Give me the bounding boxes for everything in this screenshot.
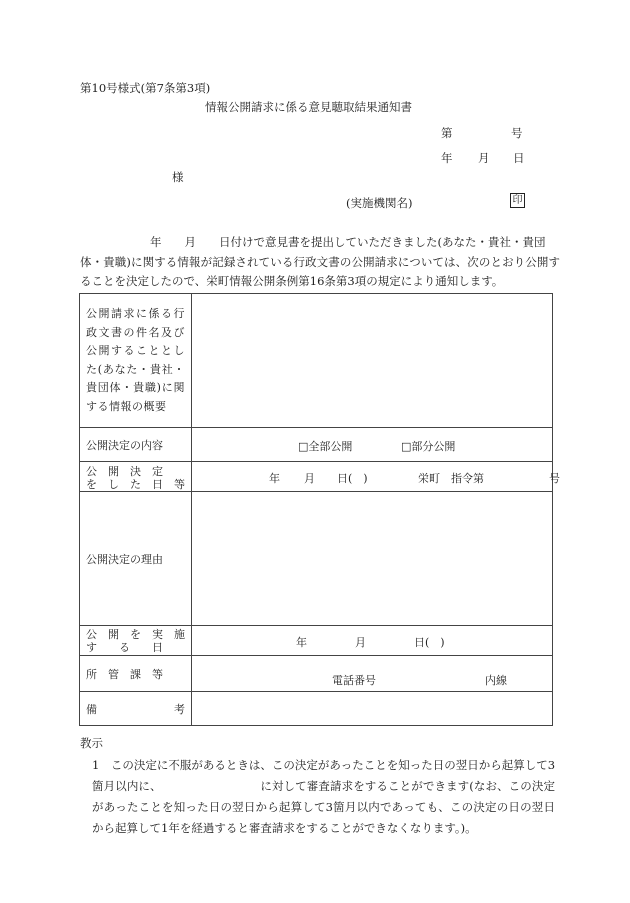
date-month: 月 xyxy=(478,151,490,165)
form-number-label: 第10号様式(第7条第3項) xyxy=(80,81,211,95)
summary-value-cell xyxy=(192,294,553,428)
implementation-year: 年 xyxy=(296,635,307,649)
remarks-label-cell xyxy=(80,692,192,726)
intro-rest: 体・貴職)に関する情報が記録されている行政文書の公開請求については、次のとおり公開することを決定したので、栄町情報公開条例第16条第3項の規定により通知します。 xyxy=(80,254,560,288)
decision-org-number: 栄町 指令第 xyxy=(418,471,484,485)
decision-reason-cell xyxy=(192,492,553,626)
decision-month: 月 xyxy=(304,471,315,485)
notes-title: 教示 xyxy=(80,736,103,750)
date-year: 年 xyxy=(441,151,453,165)
decision-date-label-cell xyxy=(80,462,192,492)
decision-content-cell xyxy=(192,428,553,462)
decision-content-label: 公開決定の内容 xyxy=(80,428,192,462)
implementation-date-label-b: す る 日 xyxy=(86,640,163,654)
addressee-suffix: 様 xyxy=(172,170,184,184)
implementation-month: 月 xyxy=(355,635,366,649)
partial-disclosure-checkbox[interactable]: □部分公開 xyxy=(401,439,456,453)
document-number xyxy=(441,125,526,141)
summary-label: 公開請求に係る行政文書の件名及び公開することとした(あなた・貴社・貴団体・貴職)に関する情報の概要 xyxy=(86,307,185,413)
decision-date-label-b: を し た 日 等 xyxy=(86,477,185,491)
remarks-label: 備 考 xyxy=(86,702,185,716)
table-row xyxy=(80,626,553,656)
implementation-date-cell xyxy=(192,626,553,656)
notes-item-1: 1 この決定に不服があるときは、この決定があったことを知った日の翌日から起算して3箇月以内に、 に対して審査請求をすることができます(なお、この決定があったことを知った日の翌日から起算して3箇月以内であっても、この決定の日の翌日から起算して1年を経過すると審査請求をすることができなくなります。)。 xyxy=(92,758,556,835)
decision-year: 年 xyxy=(269,471,280,485)
document-title: 情報公開請求に係る意見聴取結果通知書 xyxy=(205,100,412,114)
date-day: 日 xyxy=(513,151,525,165)
intro-paragraph xyxy=(80,233,560,292)
table-row xyxy=(80,462,553,492)
table-row xyxy=(80,492,553,626)
doc-number-prefix: 第 xyxy=(441,126,453,140)
table-row xyxy=(80,656,553,692)
doc-number-suffix: 号 xyxy=(511,126,523,140)
table-row xyxy=(80,294,553,428)
phone-number-label: 電話番号 xyxy=(332,673,376,687)
agency-name: (実施機関名) xyxy=(346,196,413,210)
notification-table xyxy=(79,293,560,726)
decision-day: 日( ) xyxy=(337,471,368,485)
notes-body xyxy=(80,755,555,839)
extension-label: 内線 xyxy=(485,673,507,687)
table-row xyxy=(80,692,553,726)
remarks-cell xyxy=(192,692,553,726)
intro-line1: 年 月 日付けで意見書を提出していただきました(あなた・貴社・貴団 xyxy=(150,235,546,249)
department-cell xyxy=(192,656,553,692)
department-label: 所 管 課 等 xyxy=(80,656,192,692)
decision-date-label-a: 公 開 決 定 xyxy=(86,464,163,478)
implementation-day: 日( ) xyxy=(414,635,445,649)
full-disclosure-checkbox[interactable]: □全部公開 xyxy=(298,439,353,453)
table-row xyxy=(80,428,553,462)
decision-date-cell xyxy=(192,462,560,492)
decision-reason-label: 公開決定の理由 xyxy=(80,492,192,626)
summary-label-cell xyxy=(80,294,192,428)
decision-number-suffix: 号 xyxy=(549,471,560,485)
implementation-date-label-a: 公 開 を 実 施 xyxy=(86,627,185,641)
seal-mark: 印 xyxy=(510,193,525,208)
implementation-date-label-cell xyxy=(80,626,192,656)
